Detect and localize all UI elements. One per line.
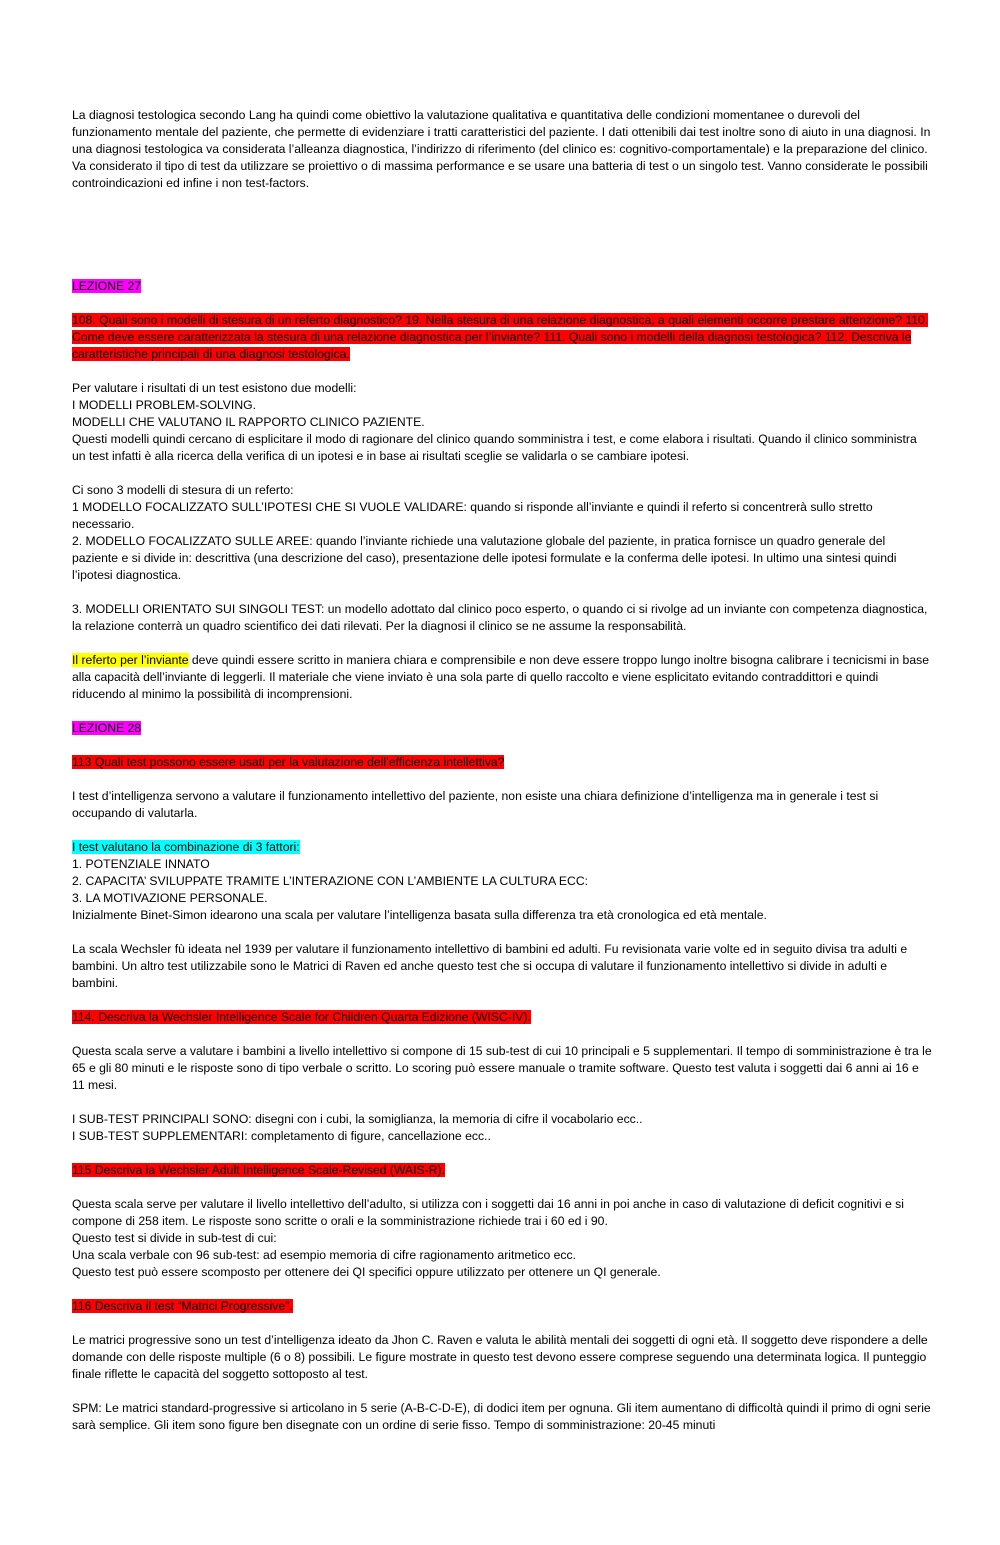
question-heading	[72, 1298, 932, 1315]
lesson-27-label: LEZIONE 27	[72, 279, 142, 293]
wisc-main-subtests: I SUB-TEST PRINCIPALI SONO: disegni con i cubi, la somiglianza, la memoria di cifre il vocabolario ecc..	[72, 1112, 643, 1126]
report-model-2: 2. MODELLO FOCALIZZATO SULLE AREE: quando l’inviante richiede una valutazione globale del paziente, in pratica fornisce un quadro generale del paziente e si divide in: descrittiva (una descrizione del caso), presentazione delle ipotesi formulate e la conferma delle ipotesi. In ultimo una sintesi quindi l’ipotesi diagnostica.	[72, 534, 897, 582]
wais-qi: Questo test può essere scomposto per ottenere dei QI specifici oppure utilizzato per ottenere un QI generale.	[72, 1265, 661, 1279]
intro-paragraph: La diagnosi testologica secondo Lang ha quindi come obiettivo la valutazione qualitativa e quantitativa delle condizioni momentanee o durevoli del funzionamento mentale del paziente, che permette di evidenziare i tratti caratteristici del paziente. I dati ottenibili dai test inoltre sono di aiuto in una diagnosi. In una diagnosi testologica va considerata l’alleanza diagnostica, l’indirizzo di riferimento (del clinico es: cognitivo-comportamentale) e la preparazione del clinico. Va considerato il tipo di test da utilizzare se proiettivo o di massima performance e se usare una batteria di test o un singolo test. Vanno considerate le possibili controindicazioni ed infine i non test-factors.	[72, 108, 931, 190]
wechsler-paragraph: La scala Wechsler fù ideata nel 1939 per valutare il funzionamento intellettivo di bambini ed adulti. Fu revisionata varie volte ed in seguito divisa tra adulti e bambini. Un altro test utilizzabile sono le Matrici di Raven ed anche questo test che si occupa di valutare il funzionamento intellettivo si divide in adulti e bambini.	[72, 942, 908, 990]
wisc-description: Questa scala serve a valutare i bambini a livello intellettivo si compone di 15 sub-test di cui 10 principali e 5 supplementari. Il tempo di somministrazione è tra le 65 e gli 80 minuti e le risposte sono di tipo verbale o scritto. Lo scoring può essere manuale o tramite software. Questo test valuta i soggetti dai 6 anni ai 16 e 11 mesi.	[72, 1044, 932, 1092]
wais-division: Questo test si divide in sub-test di cui:	[72, 1231, 277, 1245]
document-body	[72, 107, 932, 1434]
wais-verbal-scale: Una scala verbale con 96 sub-test: ad esempio memoria di cifre ragionamento aritmetico ecc.	[72, 1248, 576, 1262]
question-116: 116 Descriva il test “Matrici Progressive”.	[72, 1299, 293, 1313]
question-heading	[72, 1009, 932, 1026]
referral-report-text: deve quindi essere scritto in maniera chiara e comprensibile e non deve essere troppo lungo inoltre bisogna calibrare i tecnicismi in base alla capacità dell’inviante di leggerli. Il materiale che viene inviato è una sola parte di quello raccolto e viene esplicitato evitando contraddittori e quindi riducendo al minimo la possibilità di incomprensioni.	[72, 653, 929, 701]
binet-simon-paragraph: Inizialmente Binet-Simon idearono una scala per valutare l’intelligenza basata sulla differenza tra età cronologica ed età mentale.	[72, 908, 767, 922]
factors-highlight: I test valutano la combinazione di 3 fattori:	[72, 840, 300, 854]
question-115: 115 Descriva la Wechsler Adult Intelligence Scale-Revised (WAIS-R).	[72, 1163, 445, 1177]
lesson-heading	[72, 720, 932, 737]
wisc-supplementary-subtests: I SUB-TEST SUPPLEMENTARI: completamento di figure, cancellazione ecc..	[72, 1129, 491, 1143]
question-113: 113 Quali test possono essere usati per la valutazione dell’efficienza intellettiva?	[72, 755, 505, 769]
referral-report-highlight: Il referto per l’inviante	[72, 653, 189, 667]
lesson-28-label: LEZIONE 28	[72, 721, 142, 735]
model-problem-solving: I MODELLI PROBLEM-SOLVING.	[72, 398, 256, 412]
question-heading	[72, 312, 932, 363]
spm-paragraph: SPM: Le matrici standard-progressive si articolano in 5 serie (A-B-C-D-E), di dodici item per ognuna. Gli item aumentano di difficoltà quindi il primo di ogni serie sarà semplice. Gli item sono figure ben disegnate con un ordine di serie fisso. Tempo di somministrazione: 20-45 minuti	[72, 1401, 931, 1432]
question-heading	[72, 1162, 932, 1179]
wais-description: Questa scala serve per valutare il livello intellettivo dell’adulto, si utilizza con i soggetti dai 16 anni in poi anche in caso di valutazione di deficit cognitivi e si compone di 258 item. Le risposte sono scritte o orali e la somministrazione richiede trai i 60 ed i 90.	[72, 1197, 904, 1228]
factors-heading	[72, 839, 932, 856]
raven-description: Le matrici progressive sono un test d’intelligenza ideato da Jhon C. Raven e valuta le abilità mentali dei soggetti di ogni età. Il soggetto deve rispondere a delle domande con delle risposte multiple (6 o 8) possibili. Le figure mostrate in questo test devono essere comprese seguendo una determinata logica. Il punteggio finale riflette le capacità del soggetto sottoposto al test.	[72, 1333, 928, 1381]
models-description: Questi modelli quindi cercano di esplicitare il modo di ragionare del clinico quando somministra i test, e come elabora i risultati. Quando il clinico somministra un test infatti è alla ricerca della verifica di un ipotesi e in base ai risultati sceglie se validarla o se cambiare ipotesi.	[72, 432, 917, 463]
spacer	[72, 192, 932, 278]
model-clinical-relation: MODELLI CHE VALUTANO IL RAPPORTO CLINICO PAZIENTE.	[72, 415, 425, 429]
referral-report-paragraph	[72, 652, 932, 703]
question-108: 108. Quali sono i modelli di stesura di un referto diagnostico? 19. Nella stesura di una relazione diagnostica, a quali elementi occorre prestare attenzione? 110. Come deve essere caratterizzata la stesura di una relazione diagnostica per l’inviante? 111. Quali sono i modelli della diagnosi testologica? 112. Descriva le caratteristiche principali di una diagnosi testologica.	[72, 313, 929, 361]
report-model-1: 1 MODELLO FOCALIZZATO SULL’IPOTESI CHE SI VUOLE VALIDARE: quando si risponde all’inviante e quindi il referto si concentrerà sullo stretto necessario.	[72, 500, 873, 531]
lesson-heading	[72, 278, 932, 295]
report-models-intro: Ci sono 3 modelli di stesura di un referto:	[72, 483, 294, 497]
question-heading	[72, 754, 932, 771]
intelligence-description: I test d’intelligenza servono a valutare il funzionamento intellettivo del paziente, non esiste una chiara definizione d’intelligenza ma in generale i test si occupando di valutarla.	[72, 789, 879, 820]
question-114: 114. Descriva la Wechsler Intelligence Scale for Children Quarta Edizione (WISC-IV).	[72, 1010, 531, 1024]
report-model-3: 3. MODELLI ORIENTATO SUI SINGOLI TEST: un modello adottato dal clinico poco esperto, o quando ci si rivolge ad un inviante con competenza diagnostica, la relazione conterrà un quadro scientifico dei dati rilevati. Per la diagnosi il clinico se ne assume la responsabilità.	[72, 602, 928, 633]
factor-2: 2. CAPACITA’ SVILUPPATE TRAMITE L’INTERAZIONE CON L’AMBIENTE LA CULTURA ECC:	[72, 874, 589, 888]
factor-1: 1. POTENZIALE INNATO	[72, 857, 210, 871]
factor-3: 3. LA MOTIVAZIONE PERSONALE.	[72, 891, 268, 905]
models-intro: Per valutare i risultati di un test esistono due modelli:	[72, 381, 357, 395]
